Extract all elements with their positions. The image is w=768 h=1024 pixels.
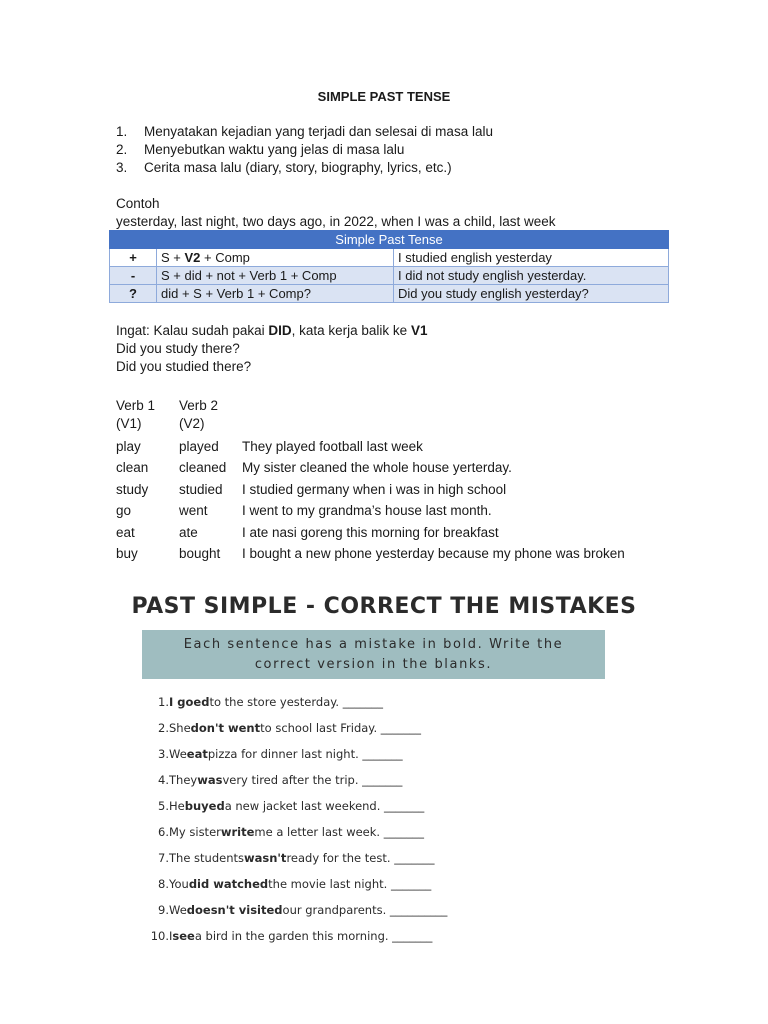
item-text: our grandparents. __________ bbox=[282, 903, 448, 917]
list-number: 1. bbox=[116, 124, 128, 139]
formula-bold: V2 bbox=[184, 250, 201, 265]
reminder-note bbox=[116, 322, 427, 340]
header-v1: Verb 1 bbox=[116, 398, 156, 413]
verb-row bbox=[116, 479, 625, 500]
item-mistake: write bbox=[220, 825, 255, 839]
item-number: 7. bbox=[158, 851, 169, 865]
reminder-section bbox=[116, 322, 427, 376]
list-text: Menyebutkan waktu yang jelas di masa lalu bbox=[144, 142, 405, 157]
table-row bbox=[110, 285, 669, 303]
verb-example: I bought a new phone yesterday because my phone was broken bbox=[242, 546, 625, 562]
item-number: 10. bbox=[150, 929, 169, 943]
list-item bbox=[116, 141, 493, 159]
list-text: Cerita masa lalu (diary, story, biography, lyrics, etc.) bbox=[144, 160, 452, 175]
verb-past: went bbox=[179, 503, 208, 519]
item-mistake: eat bbox=[186, 747, 208, 761]
uses-list bbox=[116, 123, 493, 177]
exercise-item bbox=[144, 929, 447, 955]
item-mistake: was bbox=[197, 773, 223, 787]
row-symbol: - bbox=[110, 267, 157, 285]
item-text: I bbox=[169, 929, 173, 943]
verb-row bbox=[116, 500, 625, 521]
verb-header bbox=[116, 415, 625, 433]
item-text: the movie last night. _______ bbox=[268, 877, 432, 891]
item-number: 6. bbox=[158, 825, 169, 839]
row-formula: S + did + not + Verb 1 + Comp bbox=[157, 267, 394, 285]
exercise-item bbox=[144, 721, 447, 747]
row-example: I did not study english yesterday. bbox=[394, 267, 669, 285]
item-text: me a letter last week. _______ bbox=[254, 825, 424, 839]
verb-past: studied bbox=[179, 481, 223, 497]
question-correct: Did you study there? bbox=[116, 341, 240, 356]
instruction-line: Each sentence has a mistake in bold. Write the bbox=[183, 636, 564, 652]
item-text: You bbox=[169, 877, 189, 891]
verb-header bbox=[116, 397, 625, 415]
item-text: to the store yesterday. _______ bbox=[209, 695, 383, 709]
verb-example: I ate nasi goreng this morning for breakfast bbox=[242, 524, 499, 540]
item-text: ready for the test. _______ bbox=[286, 851, 435, 865]
verb-row bbox=[116, 543, 625, 564]
verb-list bbox=[116, 397, 625, 564]
row-symbol: + bbox=[110, 249, 157, 267]
exercise-item bbox=[144, 851, 447, 877]
header-v2: Verb 2 bbox=[179, 398, 219, 413]
table-row bbox=[110, 249, 669, 267]
table-row bbox=[110, 267, 669, 285]
note-bold: V1 bbox=[410, 323, 428, 338]
item-text: We bbox=[169, 747, 187, 761]
verb-base: play bbox=[116, 439, 141, 454]
item-number: 1. bbox=[158, 695, 169, 709]
verb-row bbox=[116, 522, 625, 543]
verb-base: clean bbox=[116, 460, 149, 476]
row-example: Did you study english yesterday? bbox=[394, 285, 669, 303]
exercise-item bbox=[144, 877, 447, 903]
item-text: a new jacket last weekend. _______ bbox=[224, 799, 425, 813]
item-mistake: see bbox=[172, 929, 195, 943]
formula-text: + Comp bbox=[200, 250, 250, 265]
list-number: 2. bbox=[116, 142, 128, 157]
item-text: a bird in the garden this morning. _______ bbox=[194, 929, 433, 943]
item-text: The students bbox=[169, 851, 244, 865]
verb-past: played bbox=[179, 439, 219, 454]
exercise-list bbox=[144, 695, 447, 955]
item-number: 4. bbox=[158, 773, 169, 787]
item-text: We bbox=[169, 903, 187, 917]
question-wrong: Did you studied there? bbox=[116, 359, 252, 374]
list-number: 3. bbox=[116, 160, 128, 175]
row-formula bbox=[157, 249, 394, 267]
header-v1-abbr: (V1) bbox=[116, 416, 142, 431]
verb-row bbox=[116, 436, 625, 457]
exercise-item bbox=[144, 695, 447, 721]
verb-example: They played football last week bbox=[242, 439, 423, 454]
verb-base: buy bbox=[116, 546, 138, 562]
item-text: He bbox=[169, 799, 185, 813]
verb-row bbox=[116, 457, 625, 478]
verb-past: ate bbox=[179, 524, 198, 540]
item-text: My sister bbox=[169, 825, 221, 839]
item-number: 5. bbox=[158, 799, 169, 813]
examples-section bbox=[116, 195, 556, 231]
item-number: 9. bbox=[158, 903, 169, 917]
header-v2-abbr: (V2) bbox=[179, 416, 205, 431]
exercise-item bbox=[144, 825, 447, 851]
item-mistake: buyed bbox=[184, 799, 225, 813]
instruction-box bbox=[142, 630, 605, 679]
verb-example: I studied germany when i was in high school bbox=[242, 481, 507, 497]
tense-table bbox=[109, 230, 669, 303]
verb-past: bought bbox=[179, 546, 221, 562]
table-header: Simple Past Tense bbox=[110, 231, 669, 249]
examples-label: Contoh bbox=[116, 196, 160, 211]
verb-base: eat bbox=[116, 524, 135, 540]
row-example: I studied english yesterday bbox=[394, 249, 669, 267]
verb-past: cleaned bbox=[179, 460, 227, 476]
verb-example: My sister cleaned the whole house yerterday. bbox=[242, 460, 512, 476]
item-mistake: I goed bbox=[169, 695, 210, 709]
item-mistake: doesn't visited bbox=[186, 903, 283, 917]
list-item bbox=[116, 123, 493, 141]
item-number: 3. bbox=[158, 747, 169, 761]
verb-base: go bbox=[116, 503, 132, 519]
formula-text: S + bbox=[161, 250, 185, 265]
worksheet-title: PAST SIMPLE - CORRECT THE MISTAKES bbox=[131, 594, 637, 619]
exercise-item bbox=[144, 799, 447, 825]
list-item bbox=[116, 159, 493, 177]
item-text: She bbox=[169, 721, 191, 735]
row-formula: did + S + Verb 1 + Comp? bbox=[157, 285, 394, 303]
exercise-item bbox=[144, 903, 447, 929]
note-text: Ingat: Kalau sudah pakai bbox=[116, 323, 269, 338]
row-symbol: ? bbox=[110, 285, 157, 303]
instruction-line: correct version in the blanks. bbox=[254, 656, 493, 672]
verb-example: I went to my grandma’s house last month. bbox=[242, 503, 492, 519]
exercise-item bbox=[144, 773, 447, 799]
list-text: Menyatakan kejadian yang terjadi dan selesai di masa lalu bbox=[144, 124, 493, 139]
time-expressions: yesterday, last night, two days ago, in 2022, when I was a child, last week bbox=[116, 214, 556, 229]
item-text: pizza for dinner last night. _______ bbox=[207, 747, 403, 761]
item-text: to school last Friday. _______ bbox=[260, 721, 422, 735]
note-bold: DID bbox=[268, 323, 292, 338]
page-title: SIMPLE PAST TENSE bbox=[317, 89, 451, 104]
item-mistake: wasn't bbox=[244, 851, 287, 865]
item-number: 2. bbox=[158, 721, 169, 735]
note-text: , kata kerja balik ke bbox=[291, 323, 411, 338]
verb-base: study bbox=[116, 481, 149, 497]
item-text: very tired after the trip. _______ bbox=[222, 773, 403, 787]
exercise-item bbox=[144, 747, 447, 773]
item-text: They bbox=[169, 773, 198, 787]
item-number: 8. bbox=[158, 877, 169, 891]
item-mistake: don't went bbox=[190, 721, 261, 735]
item-mistake: did watched bbox=[188, 877, 269, 891]
